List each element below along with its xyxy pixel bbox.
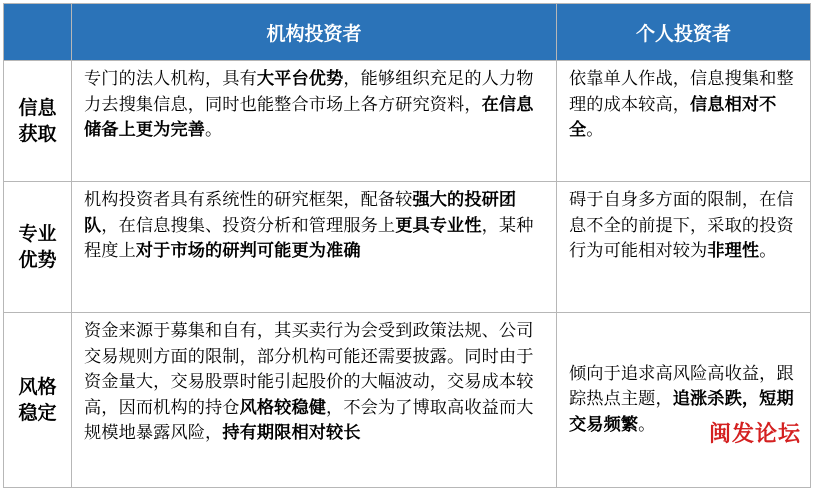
emphasis-text: 对于市场的研判可能更为准确 <box>135 241 361 261</box>
body-text: 专门的法人机构，具有 <box>84 69 257 89</box>
row-label-line: 专业 <box>18 223 57 245</box>
emphasis-text: 更具专业性 <box>395 215 482 236</box>
emphasis-text: 强大的投研团队 <box>84 190 517 236</box>
row-label-line: 风格 <box>18 376 57 398</box>
row-label-line: 优势 <box>18 249 57 271</box>
emphasis-text: 大平台优势 <box>256 69 344 89</box>
body-text: 碍于自身多方面的限制，在信息不全的前提下，采取的投资行为可能相对较为 <box>569 190 794 261</box>
emphasis-text: 信息相对不全 <box>569 94 777 140</box>
body-text: ，不会为了博取高收益而大规模地暴露风险， <box>84 397 534 443</box>
cell-institutional <box>72 61 557 182</box>
header-row <box>4 4 811 61</box>
emphasis-text: 在信息储备上更为完善 <box>84 94 534 140</box>
cell-institutional <box>72 182 557 313</box>
cell-institutional <box>72 313 557 488</box>
emphasis-text: 追涨杀跌，短期交易频繁 <box>569 389 794 435</box>
emphasis-text: 非理性 <box>707 241 760 261</box>
table-row <box>4 313 811 488</box>
row-label-line: 信息 <box>18 97 57 119</box>
header-institutional: 机构投资者 <box>72 4 557 61</box>
row-label-info <box>4 61 72 182</box>
row-label-line: 稳定 <box>18 402 57 424</box>
body-text: 。 <box>205 120 223 140</box>
body-text: ，某种程度上 <box>84 215 534 261</box>
body-text: 机构投资者具有系统性的研究框架，配备较 <box>84 190 413 210</box>
row-label-expertise <box>4 182 72 313</box>
body-text: 依靠单人作战，信息搜集和整理的成本较高， <box>569 69 794 115</box>
table-row <box>4 182 811 313</box>
cell-individual <box>557 182 811 313</box>
body-text: 。 <box>638 414 656 435</box>
cell-individual <box>557 61 811 182</box>
body-text: 资金来源于募集和自有，其买卖行为会受到政策法规、公司交易规则方面的限制，部分机构可能还需要披露。同时由于资金量大，交易股票时能引起股价的大幅波动，交易成本较高，因而机构的持仓 <box>84 321 534 418</box>
table-row <box>4 61 811 182</box>
row-label-line: 获取 <box>18 123 57 145</box>
body-text: ，能够组织充足的人力物力去搜集信息，同时也能整合市场上各方研究资料， <box>84 69 534 115</box>
emphasis-text: 持有期限相对较长 <box>222 423 361 443</box>
body-text: ，在信息搜集、投资分析和管理服务上 <box>101 215 396 236</box>
body-text: 。 <box>759 241 777 261</box>
cell-individual <box>557 313 811 488</box>
emphasis-text: 风格较稳健 <box>239 397 327 418</box>
body-text: 。 <box>586 120 604 140</box>
watermark-logo: 闽发论坛 <box>708 421 801 447</box>
row-label-style <box>4 313 72 488</box>
header-individual: 个人投资者 <box>557 4 811 61</box>
comparison-table <box>3 3 811 488</box>
header-corner <box>4 4 72 61</box>
body-text: 倾向于追求高风险高收益，跟踪热点主题， <box>569 363 794 410</box>
